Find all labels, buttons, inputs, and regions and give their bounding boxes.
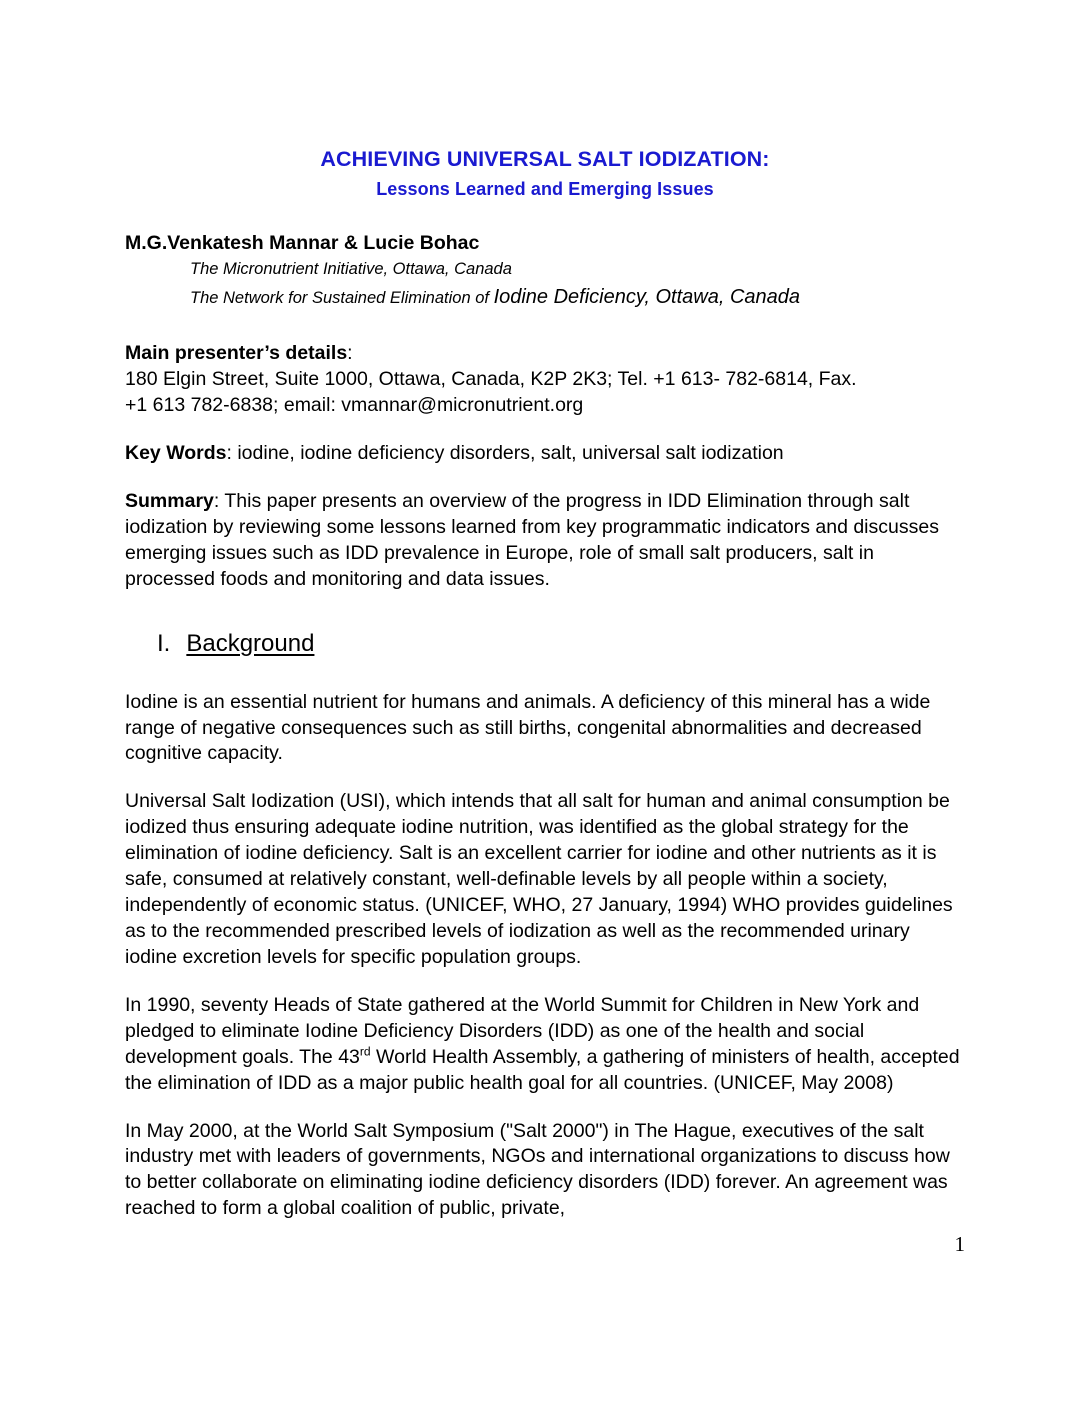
affiliation-line-2-emphasis: Iodine Deficiency, Ottawa, Canada: [493, 285, 801, 308]
keywords-text: : iodine, iodine deficiency disorders, salt, universal salt iodization: [226, 441, 784, 464]
affiliation-line-2-prefix: The Network for Sustained Elimination of: [190, 288, 494, 307]
presenter-details-label: [125, 341, 965, 367]
body-paragraph-1: Iodine is an essential nutrient for humans and animals. A deficiency of this mineral has a wide range of negative consequences such as still births, congenital abnormalities and decreased cognitive capacity.: [125, 690, 931, 765]
presenter-address-line-2: +1 613 782-6838; email: vmannar@micronutrient.org: [125, 393, 584, 416]
spacer: [125, 467, 965, 489]
keywords-block: [125, 441, 965, 467]
spacer: [125, 592, 965, 628]
body-paragraph-4: In May 2000, at the World Salt Symposium ("Salt 2000") in The Hague, executives of the salt industry met with leaders of governments, NGOs and international organizations to discuss how to better collaborate on eliminating iodine deficiency disorders (IDD) forever. An agreement was reached to form a global coalition of public, private,: [125, 1119, 950, 1220]
title-block: [125, 146, 965, 201]
author-names: M.G.Venkatesh Mannar & Lucie Bohac: [125, 231, 480, 254]
presenter-address-line-1: 180 Elgin Street, Suite 1000, Ottawa, Canada, K2P 2K3; Tel. +1 613- 782-6814, Fax.: [125, 367, 857, 390]
spacer: [125, 767, 965, 789]
affiliation-line-2: [190, 283, 965, 311]
summary-label: Summary: [125, 489, 214, 512]
page-title: ACHIEVING UNIVERSAL SALT IODIZATION:: [320, 147, 770, 171]
summary-text: : This paper presents an overview of the progress in IDD Elimination through salt iodization by reviewing some lessons learned from key programmatic indicators and discusses emerging issues such as IDD prevalence in Europe, role of small salt producers, salt in processed foods and monitoring and data issues.: [125, 489, 939, 590]
ordinal-superscript: rd: [359, 1044, 371, 1059]
spacer: [125, 1097, 965, 1119]
presenter-details-label-colon: :: [347, 342, 353, 365]
section-heading: [157, 628, 965, 659]
page-number: 1: [954, 1232, 965, 1256]
author-block: [125, 231, 965, 311]
body-paragraph-2: Universal Salt Iodization (USI), which intends that all salt for human and animal consumption be iodized thus ensuring adequate iodine nutrition, was identified as the global strategy for the elimination of iodine deficiency. Salt is an excellent carrier for iodine and other nutrients as it is safe, consumed at relatively constant, well-definable levels by all people within a society, independently of economic status. (UNICEF, WHO, 27 January, 1994) WHO provides guidelines as to the recommended prescribed levels of iodization as well as the recommended urinary iodine excretion levels for specific population groups.: [125, 790, 953, 968]
page-content: [125, 146, 965, 1256]
summary-block: [125, 489, 965, 593]
presenter-details-block: [125, 341, 965, 419]
spacer: [125, 311, 965, 341]
page-subtitle: Lessons Learned and Emerging Issues: [376, 178, 714, 199]
spacer: [125, 660, 965, 690]
keywords-label: Key Words: [125, 441, 227, 464]
presenter-details-label-text: Main presenter’s details: [125, 342, 348, 365]
affiliation-line-1: The Micronutrient Initiative, Ottawa, Canada: [190, 260, 512, 279]
body-paragraph-3-part-2: World Health Assembly, a gathering of ministers of health, accepted the elimination of IDD as a major public health goal for all countries. (UNICEF, May 2008): [125, 1045, 960, 1094]
section-number: I.: [157, 630, 171, 658]
body-paragraph-3: [125, 993, 965, 1097]
spacer: [125, 419, 965, 441]
section-title: Background: [186, 630, 315, 658]
spacer: [125, 971, 965, 993]
body-paragraph-3-part-1: In 1990, seventy Heads of State gathered at the World Summit for Children in New York and pledged to eliminate Iodine Deficiency Disorders (IDD) as one of the health and social development goals. The 43: [125, 993, 920, 1068]
